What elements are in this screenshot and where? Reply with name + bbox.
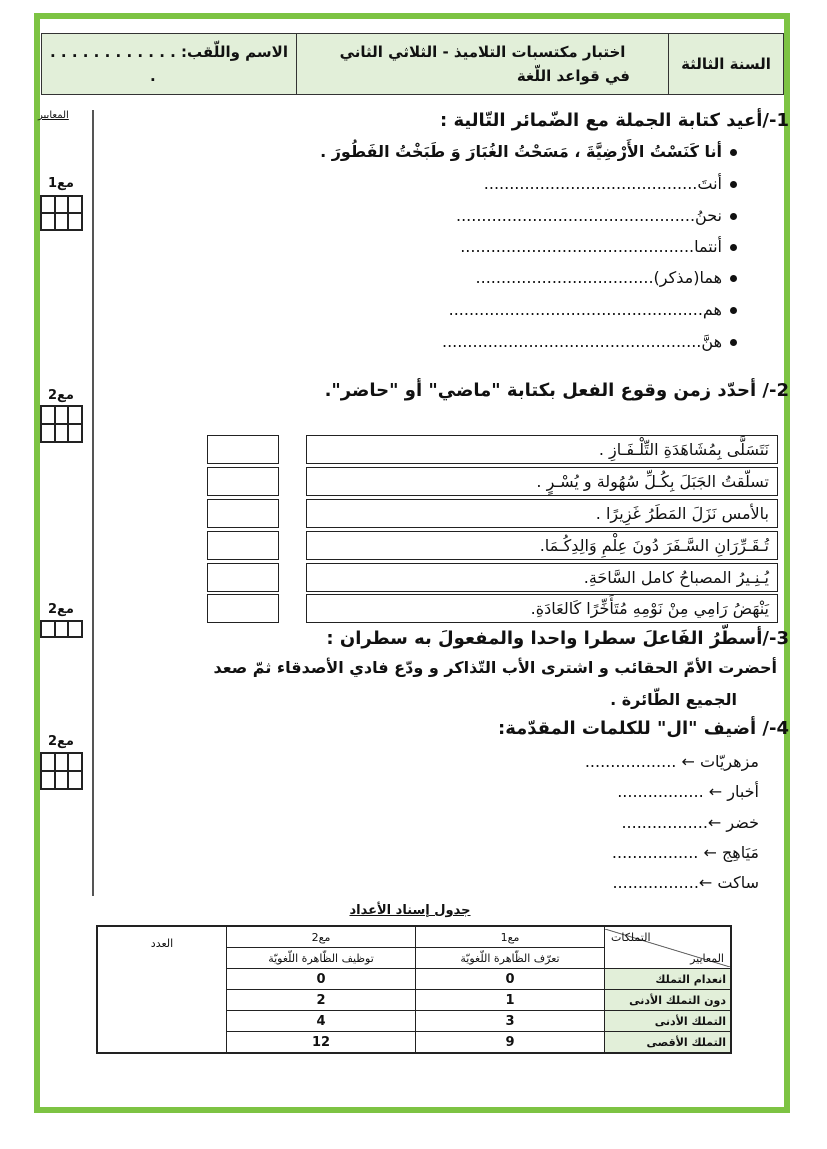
row-c2-value: 0 [227,969,416,990]
student-name-dot: . [150,67,156,85]
row-c2-value: 2 [227,990,416,1011]
q2-answer-box[interactable] [207,499,279,528]
margin-divider [92,110,94,896]
score-column[interactable] [97,926,227,1053]
row-label: انعدام التملك [605,969,732,990]
row-c1-value: 1 [416,990,605,1011]
school-year: السنة الثالثة [668,34,783,94]
row-label: دون التملك الأدنى [605,990,732,1011]
criteria-column-title: المعايير [38,110,69,121]
bullet-icon [730,339,737,346]
q1-item[interactable] [97,268,737,287]
c1-subheader: تعرّف الظّاهرة اللّغويّة [416,948,605,969]
q1-item[interactable] [97,237,737,256]
q1-item[interactable] [97,174,737,193]
q3-title: 3-/أسطّرُ الفَاعلَ سطرا واحدا والمفعولَ به سطران : [326,628,789,649]
bullet-icon [730,275,737,282]
c2-subheader: توظيف الظّاهرة اللّغويّة [227,948,416,969]
criterion-grid-c1[interactable] [40,195,83,231]
q1-item-text: هم.................................................. [448,300,722,319]
q4-item[interactable]: خضر ←................. [621,813,759,832]
q2-answer-box[interactable] [207,467,279,496]
q3-text-line1[interactable]: أحضرت الأمّ الحقائب و اشترى الأب التّذاكر و ودّع فادي الأصدقاء ثمّ صعد [213,658,777,677]
q3-text-line2[interactable]: الجميع الطّائرة . [610,690,737,709]
criterion-label-c1: مع1 [48,176,74,191]
bullet-icon [730,307,737,314]
score-header: العدد [150,937,174,950]
q4-item[interactable]: أخبار ← ................. [617,782,759,801]
exam-title [296,34,668,94]
row-c1-value: 0 [416,969,605,990]
q4-item[interactable]: مَيَاهِج ← ................. [611,843,759,862]
criterion-grid-c2-q2[interactable] [40,405,83,443]
score-table-caption: جدول إسناد الأعداد [349,903,471,918]
row-label: التملك الأدنى [605,1011,732,1032]
corner-mastery-label: التملكات [611,930,651,944]
q2-sentence: نَتَسَلَّى بِمُشَاهَدَةِ التِّلْـفَـازِ . [306,435,778,464]
q2-sentence: يُـنِـيرُ المصباحُ كامل السَّاحَةِ. [306,563,778,592]
row-c1-value: 3 [416,1011,605,1032]
q2-answer-box[interactable] [207,435,279,464]
student-name-label: الاسم واللّقب: . . . . . . . . . . . . [50,43,288,61]
q2-sentence: تُـقَـرِّرَانِ السَّـفَرَ دُونَ عِلْمِ وَالِدِكُـمَا. [306,531,778,560]
c1-header: مع1 [416,926,605,948]
q4-item[interactable]: مزهريّات ← .................. [584,752,759,771]
q1-sentence-text: أنا كَنَسْتُ الأَرْضِيَّةَ ، مَسَحْتُ الغُبَارَ وَ طَبَخْتُ الفَطُورَ . [320,142,722,161]
corner-criteria-label: المعايير [690,951,724,965]
q1-sentence [97,142,737,161]
exam-title-line1: اختبار مكتسبات التلاميذ - الثلاثي الثاني [339,43,626,61]
criterion-label-c2-q4: مع2 [48,734,74,749]
q1-item-text: أنتما.............................................. [460,237,722,256]
criterion-label-c2-q3: مع2 [48,602,74,617]
q1-item[interactable] [97,332,737,351]
q2-answer-box[interactable] [207,531,279,560]
q2-sentence: يَنْهَضُ رَامِي مِنْ نَوْمِهِ مُتَأَخِّرًا كَالعَادَةِ. [306,594,778,623]
criterion-grid-c2-q3[interactable] [40,620,83,638]
criterion-grid-c2-q4[interactable] [40,752,83,790]
c2-header: مع2 [227,926,416,948]
row-label: التملك الأقصى [605,1032,732,1054]
score-table [96,925,732,1054]
q4-item[interactable]: ساكت ←................. [612,873,759,892]
q2-answer-box[interactable] [207,594,279,623]
student-name-field[interactable] [42,34,296,94]
q4-title: 4-/ أضيف "ال" للكلمات المقدّمة: [498,718,789,739]
q1-title: 1-/أعيد كتابة الجملة مع الضّمائر التّالية : [439,110,789,131]
bullet-icon [730,149,737,156]
bullet-icon [730,181,737,188]
exam-header [41,33,784,95]
row-c1-value: 9 [416,1032,605,1054]
q2-sentence: بالأمس نَزَلَ المَطَرُ غَزِيرًا . [306,499,778,528]
row-c2-value: 4 [227,1011,416,1032]
criterion-label-c2-q2: مع2 [48,388,74,403]
q1-item-text: هما(مذكر)................................... [475,268,722,287]
row-c2-value: 12 [227,1032,416,1054]
q1-item[interactable] [97,300,737,319]
q2-sentence: تسلّقتُ الجَبَلَ بِكُـلِّ سُهُولة و يُسْـرٍ . [306,467,778,496]
q1-item-text: هنَّ................................................... [442,332,722,351]
q1-item[interactable] [97,206,737,225]
q2-title: 2-/ أحدّد زمن وقوع الفعل بكتابة "ماضي" أو "حاضر". [324,380,789,401]
bullet-icon [730,244,737,251]
bullet-icon [730,213,737,220]
q1-item-text: نحنُ............................................... [456,206,722,225]
table-corner-cell [605,926,732,969]
exam-title-line2: في قواعد اللّغة [516,67,630,85]
q2-answer-box[interactable] [207,563,279,592]
q1-item-text: أنتَ.......................................... [483,174,722,193]
